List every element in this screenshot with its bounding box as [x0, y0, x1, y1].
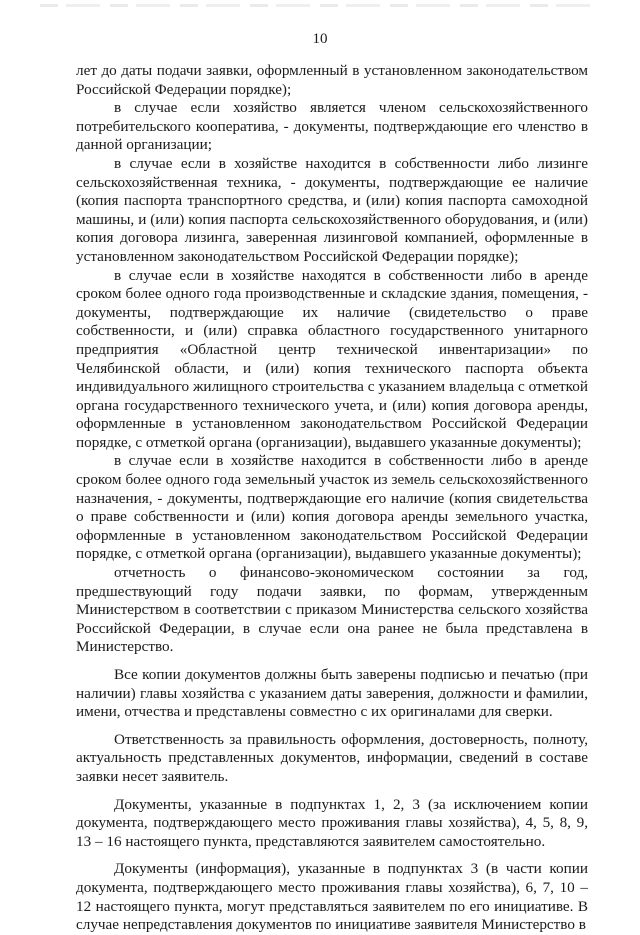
document-body — [76, 62, 588, 935]
paragraph-copies-certification: Все копии документов должны быть заверены подписью и печатью (при наличии) главы хозяйства с указанием даты заверения, должности и фамилии, имени, отчества и представлены совместно с их оригиналами для сверки. — [76, 666, 588, 721]
page-number: 10 — [312, 31, 328, 47]
paragraph-responsibility: Ответственность за правильность оформления, достоверность, полноту, актуальность представленных документов, информации, сведений в составе заявки несет заявитель. — [76, 730, 588, 785]
paragraph-self-submitted-documents: Документы, указанные в подпунктах 1, 2, 3 (за исключением копии документа, подтверждающего место проживания главы хозяйства), 4, 5, 8, 9, 13 – 16 настоящего пункта, представляются заявителем самостоятельно. — [76, 795, 588, 850]
paragraph-optional-documents: Документы (информация), указанные в подпунктах 3 (в части копии документа, подтверждающего место проживания главы хозяйства), 6, 7, 10 – 12 настоящего пункта, могут представляться заявителем по его инициативе. В случае непредставления документов по инициативе заявителя Министерство в — [76, 860, 588, 934]
scan-artifact — [40, 4, 600, 7]
paragraph-cooperative-membership: в случае если хозяйство является членом сельскохозяйственного потребительского кооператива, - документы, подтверждающие его членство в данной организации; — [76, 99, 588, 154]
paragraph-land-plot: в случае если в хозяйстве находится в собственности либо в аренде сроком более одного года земельный участок из земель сельскохозяйственного назначения, - документы, подтверждающие его наличие (копия свидетельства о праве собственности и (или) копия договора аренды земельного участка, оформленные в установленном законодательством Российской Федерации порядке, с отметкой органа (организации), выдавшего указанные документы); — [76, 452, 588, 563]
paragraph-continuation: лет до даты подачи заявки, оформленный в установленном законодательством Российской Федерации порядке); — [76, 62, 588, 98]
paragraph-agricultural-machinery: в случае если в хозяйстве находится в собственности либо лизинге сельскохозяйственная техника, - документы, подтверждающие ее наличие (копия паспорта транспортного средства, и (или) копия паспорта самоходной машины, и (или) копия паспорта сельскохозяйственного оборудования, и (или) копия договора лизинга, заверенная лизинговой компанией, оформленные в установленном законодательством Российской Федерации порядке); — [76, 154, 588, 265]
paragraph-financial-reporting: отчетность о финансово-экономическом состоянии за год, предшествующий году подачи заявки, по формам, утвержденным Министерством в соответствии с приказом Министерства сельского хозяйства Российской Федерации, в случае если она ранее не была представлена в Министерство. — [76, 564, 588, 656]
paragraph-buildings: в случае если в хозяйстве находятся в собственности либо в аренде сроком более одного года производственные и складские здания, помещения, - документы, подтверждающие их наличие (свидетельство о праве собственности, и (или) справка областного государственного унитарного предприятия «Областной центр технической инвентаризации» по Челябинской области, и (или) копия технического паспорта объекта индивидуального жилищного строительства с указанием владельца с отметкой органа государственного технического учета, и (или) копия договора аренды, оформленные в установленном законодательством Российской Федерации порядке, с отметкой органа (организации), выдавшего указанные документы); — [76, 266, 588, 451]
